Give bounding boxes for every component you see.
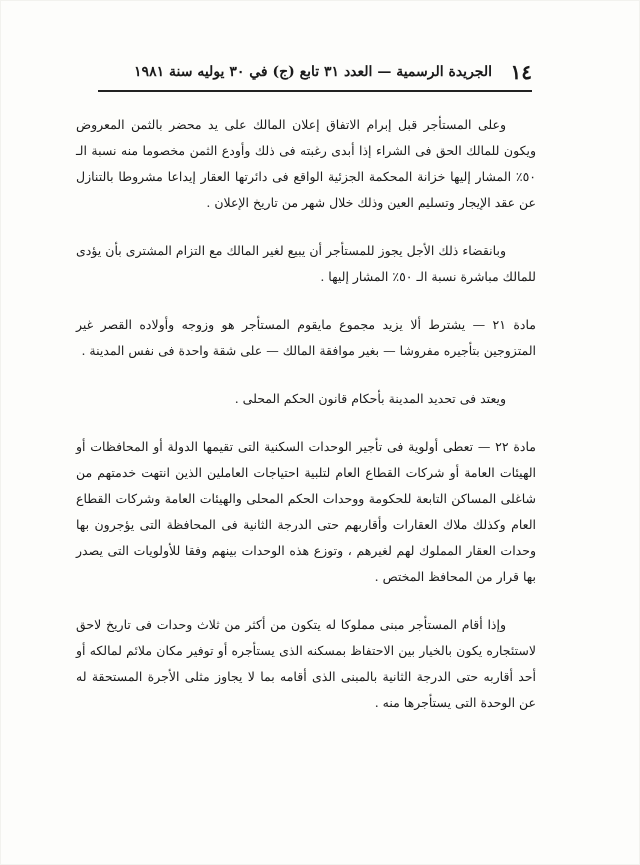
paragraph-sale-after-deadline: وبانقضاء ذلك الأجل يجوز للمستأجر أن يبيع لغير المالك مع التزام المشترى بأن يؤدى للمالك مباشرة نسبة الـ ٥٠٪ المشار إليها . [76, 243, 536, 284]
running-head: الجريدة الرسمية — العدد ٣١ تابع (ج) في ٣٠ يوليه سنة ١٩٨١ [134, 64, 492, 80]
page-number: ١٤ [510, 60, 532, 84]
header-rule [98, 90, 532, 92]
paragraph-tenant-owned-building: وإذا أقام المستأجر مبنى مملوكا له يتكون من أكثر من ثلاث وحدات فى تاريخ لاحق لاستئجاره يكون بالخيار بين الاحتفاظ بمسكنه الذى يستأجره أو توفير مكان ملائم لمالكه أو أحد أقاربه حتى الدرجة الثانية بالمبنى الذى أقامه بما لا يجاوز مثلى الأجرة المستحقة له عن الوحدة التى يستأجرها منه . [76, 617, 536, 710]
paragraph-city-definition: ويعتد فى تحديد المدينة بأحكام قانون الحكم المحلى . [234, 391, 506, 406]
article-body [76, 112, 536, 738]
paragraph-right-of-first-refusal: وعلى المستأجر قبل إبرام الاتفاق إعلان المالك على يد محضر بالثمن المعروض ويكون للمالك الحق فى الشراء إذا أبدى رغبته فى ذلك وأودع الثمن مخصوما منه نسبة الـ ٥٠٪ المشار إليها خزانة المحكمة الجزئية الواقع فى دائرتها العقار إيداعا مشروطا بالتنازل عن عقد الإيجار وتسليم العين وذلك خلال شهر من تاريخ الإعلان . [76, 117, 536, 210]
paragraph-article-21: مادة ٢١ — يشترط ألا يزيد مجموع مايقوم المستأجر هو وزوجه وأولاده القصر غير المتزوجين بتأجيره مفروشا — بغير موافقة المالك — على شقة واحدة فى نفس المدينة . [76, 317, 537, 358]
page-header [98, 58, 532, 88]
paragraph-article-22: مادة ٢٢ — تعطى أولوية فى تأجير الوحدات السكنية التى تقيمها الدولة أو المحافظات أو الهيئات العامة أو شركات القطاع العام لتلبية احتياجات العاملين الذين انتهت خدمتهم من شاغلى المساكن التابعة للحكومة ووحدات الحكم المحلى والهيئات العامة وشركات القطاع العام وكذلك ملاك العقارات وأقاربهم حتى الدرجة الثانية فى المحافظة التى يؤجرون بها وحدات العقار المملوك لهم لغيرهم ، وتوزع هذه الوحدات بينهم وفقا للأولويات التى يصدر بها قرار من المحافظ المختص . [76, 439, 536, 584]
